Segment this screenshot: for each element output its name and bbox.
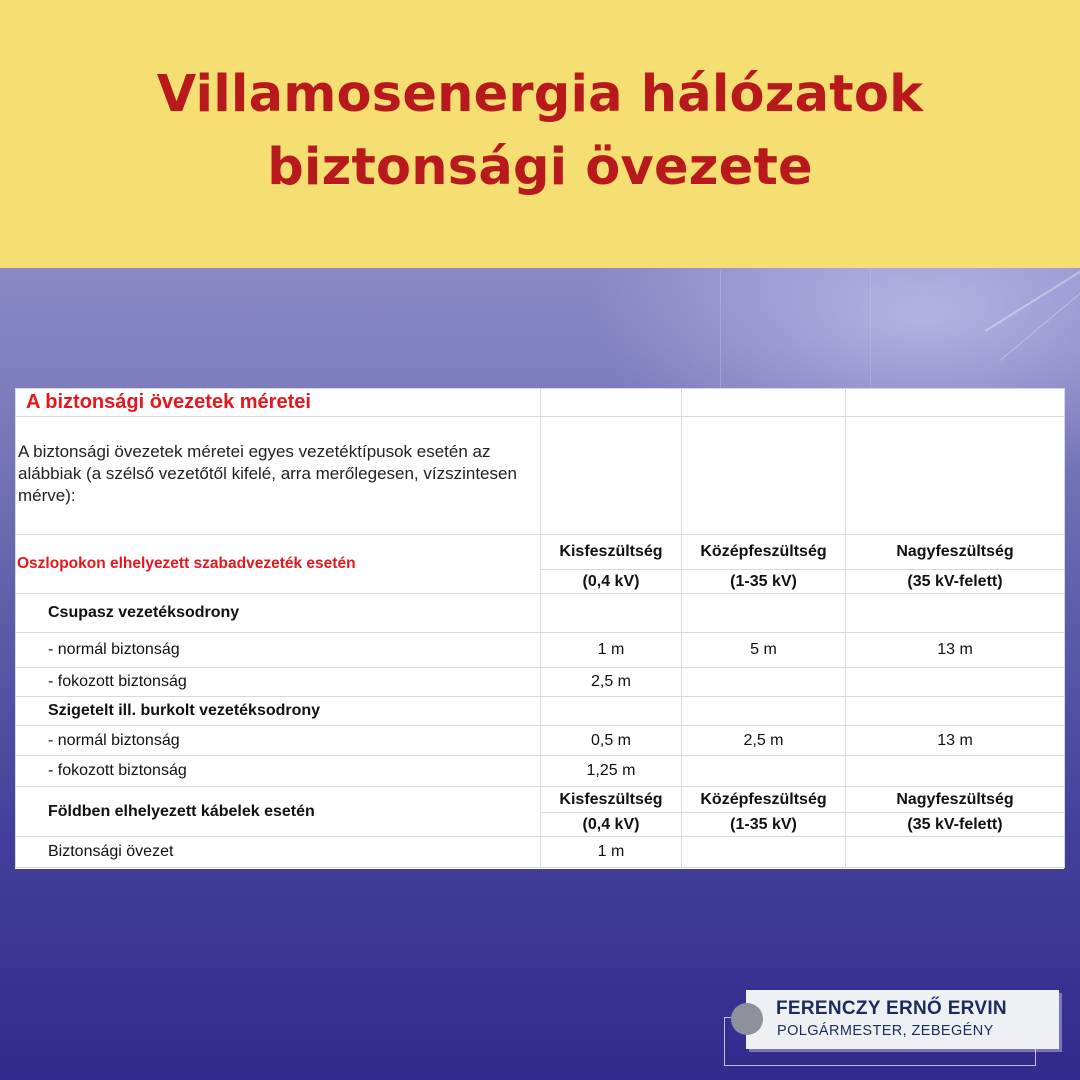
safety-zone-table <box>15 388 1064 869</box>
avatar <box>731 1003 763 1035</box>
page-title-line-2: biztonsági övezete <box>267 138 813 197</box>
cell-value: 1 m <box>541 633 682 668</box>
column-header-medium-voltage: Középfeszültség <box>682 535 846 570</box>
cell-value <box>682 668 846 697</box>
column-header-low-voltage: Kisfeszültség <box>541 535 682 570</box>
person-role: POLGÁRMESTER, ZEBEGÉNY <box>777 1023 994 1039</box>
cell-value: 13 m <box>846 633 1065 668</box>
cell-value: 1,25 m <box>541 756 682 787</box>
table-row <box>16 726 1065 756</box>
table-row <box>16 668 1065 697</box>
table-row <box>16 633 1065 668</box>
table-row <box>16 756 1065 787</box>
underground-cable-label: Földben elhelyezett kábelek esetén <box>16 787 541 837</box>
cell-value <box>682 756 846 787</box>
insulated-conductor-heading: Szigetelt ill. burkolt vezetéksodrony <box>16 697 541 726</box>
cell-value: 13 m <box>846 726 1065 756</box>
column-range-high-voltage: (35 kV-felett) <box>846 813 1065 837</box>
bare-conductor-heading: Csupasz vezetéksodrony <box>16 594 541 633</box>
light-streak <box>870 270 871 390</box>
page-title-line-1: Villamosenergia hálózatok <box>156 65 924 124</box>
cell-value <box>682 837 846 868</box>
column-range-high-voltage: (35 kV-felett) <box>846 570 1065 594</box>
column-range-low-voltage: (0,4 kV) <box>541 813 682 837</box>
cell-value: 2,5 m <box>541 668 682 697</box>
page-title <box>0 58 1080 204</box>
overhead-line-label: Oszlopokon elhelyezett szabadvezeték esetén <box>16 535 541 594</box>
column-header-high-voltage: Nagyfeszültség <box>846 787 1065 813</box>
cell-value <box>846 756 1065 787</box>
column-range-medium-voltage: (1-35 kV) <box>682 813 846 837</box>
column-range-medium-voltage: (1-35 kV) <box>682 570 846 594</box>
light-streak <box>720 270 721 390</box>
column-header-high-voltage: Nagyfeszültség <box>846 535 1065 570</box>
row-label: Biztonsági övezet <box>16 837 541 868</box>
column-header-medium-voltage: Középfeszültség <box>682 787 846 813</box>
column-range-low-voltage: (0,4 kV) <box>541 570 682 594</box>
cell-value: 2,5 m <box>682 726 846 756</box>
table-row <box>16 837 1065 868</box>
table-description: A biztonsági övezetek méretei egyes vezetéktípusok esetén az alábbiak (a szélső vezetőtől kifelé, arra merőlegesen, vízszintesen mérve): <box>16 417 541 535</box>
row-label: - fokozott biztonság <box>16 668 541 697</box>
cell-value: 0,5 m <box>541 726 682 756</box>
title-banner <box>0 0 1080 268</box>
row-label: - normál biztonság <box>16 633 541 668</box>
person-name: FERENCZY ERNŐ ERVIN <box>776 998 1007 1019</box>
row-label: - fokozott biztonság <box>16 756 541 787</box>
row-label: - normál biztonság <box>16 726 541 756</box>
cell-value <box>846 837 1065 868</box>
cell-value: 1 m <box>541 837 682 868</box>
cell-value: 5 m <box>682 633 846 668</box>
column-header-low-voltage: Kisfeszültség <box>541 787 682 813</box>
cell-value <box>846 668 1065 697</box>
table-section-title: A biztonsági övezetek méretei <box>16 389 541 417</box>
